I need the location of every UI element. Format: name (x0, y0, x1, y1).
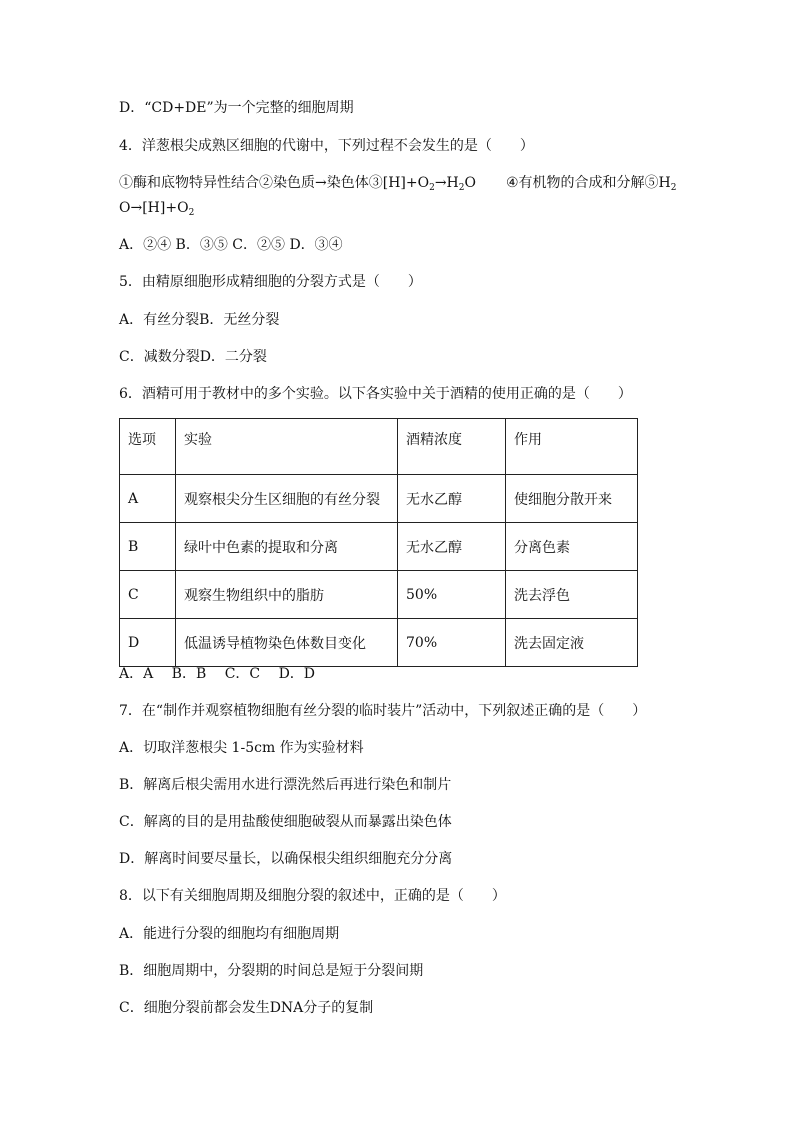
table-cell: 观察根尖分生区细胞的有丝分裂 (176, 475, 398, 523)
q4-processes-line2 (119, 199, 194, 217)
q8-option-c: C．细胞分裂前都会发生DNA分子的复制 (119, 1000, 374, 1016)
q4-proc-sub1: 2 (429, 183, 435, 193)
q4-proc-d: ④有机物的合成和分解⑤H (505, 175, 671, 191)
table-row (120, 475, 638, 523)
table-row (120, 523, 638, 571)
table-header-row (120, 419, 638, 475)
table-cell: 低温诱导植物染色体数目变化 (176, 619, 398, 667)
table-row (120, 571, 638, 619)
table-cell: 洗去固定液 (506, 619, 638, 667)
q4-proc-sub2: 2 (458, 183, 465, 193)
q3-option-d: D．“CD+DE”为一个完整的细胞周期 (119, 100, 354, 116)
table-cell: B (120, 523, 176, 571)
table-cell: 70% (398, 619, 506, 667)
q8-option-b: B．细胞周期中，分裂期的时间总是短于分裂间期 (119, 963, 424, 979)
table-cell: C (120, 571, 176, 619)
q7-stem: 7．在“制作并观察植物细胞有丝分裂的临时装片”活动中，下列叙述正确的是（ ） (119, 703, 647, 719)
table-cell: 使细胞分散开来 (506, 475, 638, 523)
table-header-cell: 酒精浓度 (398, 419, 506, 475)
q4-proc-line2: O→[H]+O (119, 200, 189, 216)
table-cell: 分离色素 (506, 523, 638, 571)
q4-proc-sub3: 2 (670, 183, 677, 193)
q4-proc-a: ①酶和底物特异性结合②染色质→染色体③[H]+O (119, 175, 430, 191)
q7-option-d: D．解离时间要尽量长，以确保根尖组织细胞充分分离 (119, 851, 453, 867)
table-cell: 50% (398, 571, 506, 619)
q5-options-cd: C．减数分裂D．二分裂 (119, 349, 267, 365)
table-cell: A (120, 475, 176, 523)
table-cell: D (120, 619, 176, 667)
table-cell: 无水乙醇 (398, 475, 506, 523)
q4-processes-line1 (119, 174, 676, 192)
q5-stem: 5．由精原细胞形成精细胞的分裂方式是（ ） (119, 274, 422, 290)
table-cell: 绿叶中色素的提取和分离 (176, 523, 398, 571)
q8-option-a: A．能进行分裂的细胞均有细胞周期 (119, 926, 340, 942)
q7-option-b: B．解离后根尖需用水进行漂洗然后再进行染色和制片 (119, 777, 452, 793)
q7-option-a: A．切取洋葱根尖 1-5cm 作为实验材料 (119, 740, 364, 756)
q6-stem: 6．酒精可用于教材中的多个实验。以下各实验中关于酒精的使用正确的是（ ） (119, 386, 632, 402)
table-header-cell: 作用 (506, 419, 638, 475)
q4-proc-line2-sub: 2 (188, 208, 195, 218)
q4-options: A．②④ B．③⑤ C．②⑤ D．③④ (119, 237, 343, 253)
q4-stem: 4．洋葱根尖成熟区细胞的代谢中，下列过程不会发生的是（ ） (119, 138, 534, 154)
q7-option-c: C．解离的目的是用盐酸使细胞破裂从而暴露出染色体 (119, 814, 452, 830)
q6-options: A．A B．B C．C D．D (119, 666, 316, 682)
table-cell: 洗去浮色 (506, 571, 638, 619)
table-cell: 无水乙醇 (398, 523, 506, 571)
table-header-cell: 选项 (120, 419, 176, 475)
q4-proc-c: O (464, 175, 476, 191)
q8-stem: 8．以下有关细胞周期及细胞分裂的叙述中，正确的是（ ） (119, 888, 506, 904)
table-header-cell: 实验 (176, 419, 398, 475)
q5-options-ab: A．有丝分裂B．无丝分裂 (119, 312, 280, 328)
table-cell: 观察生物组织中的脂肪 (176, 571, 398, 619)
q6-table (119, 418, 638, 667)
table-row (120, 619, 638, 667)
q4-proc-b: →H (434, 175, 459, 191)
